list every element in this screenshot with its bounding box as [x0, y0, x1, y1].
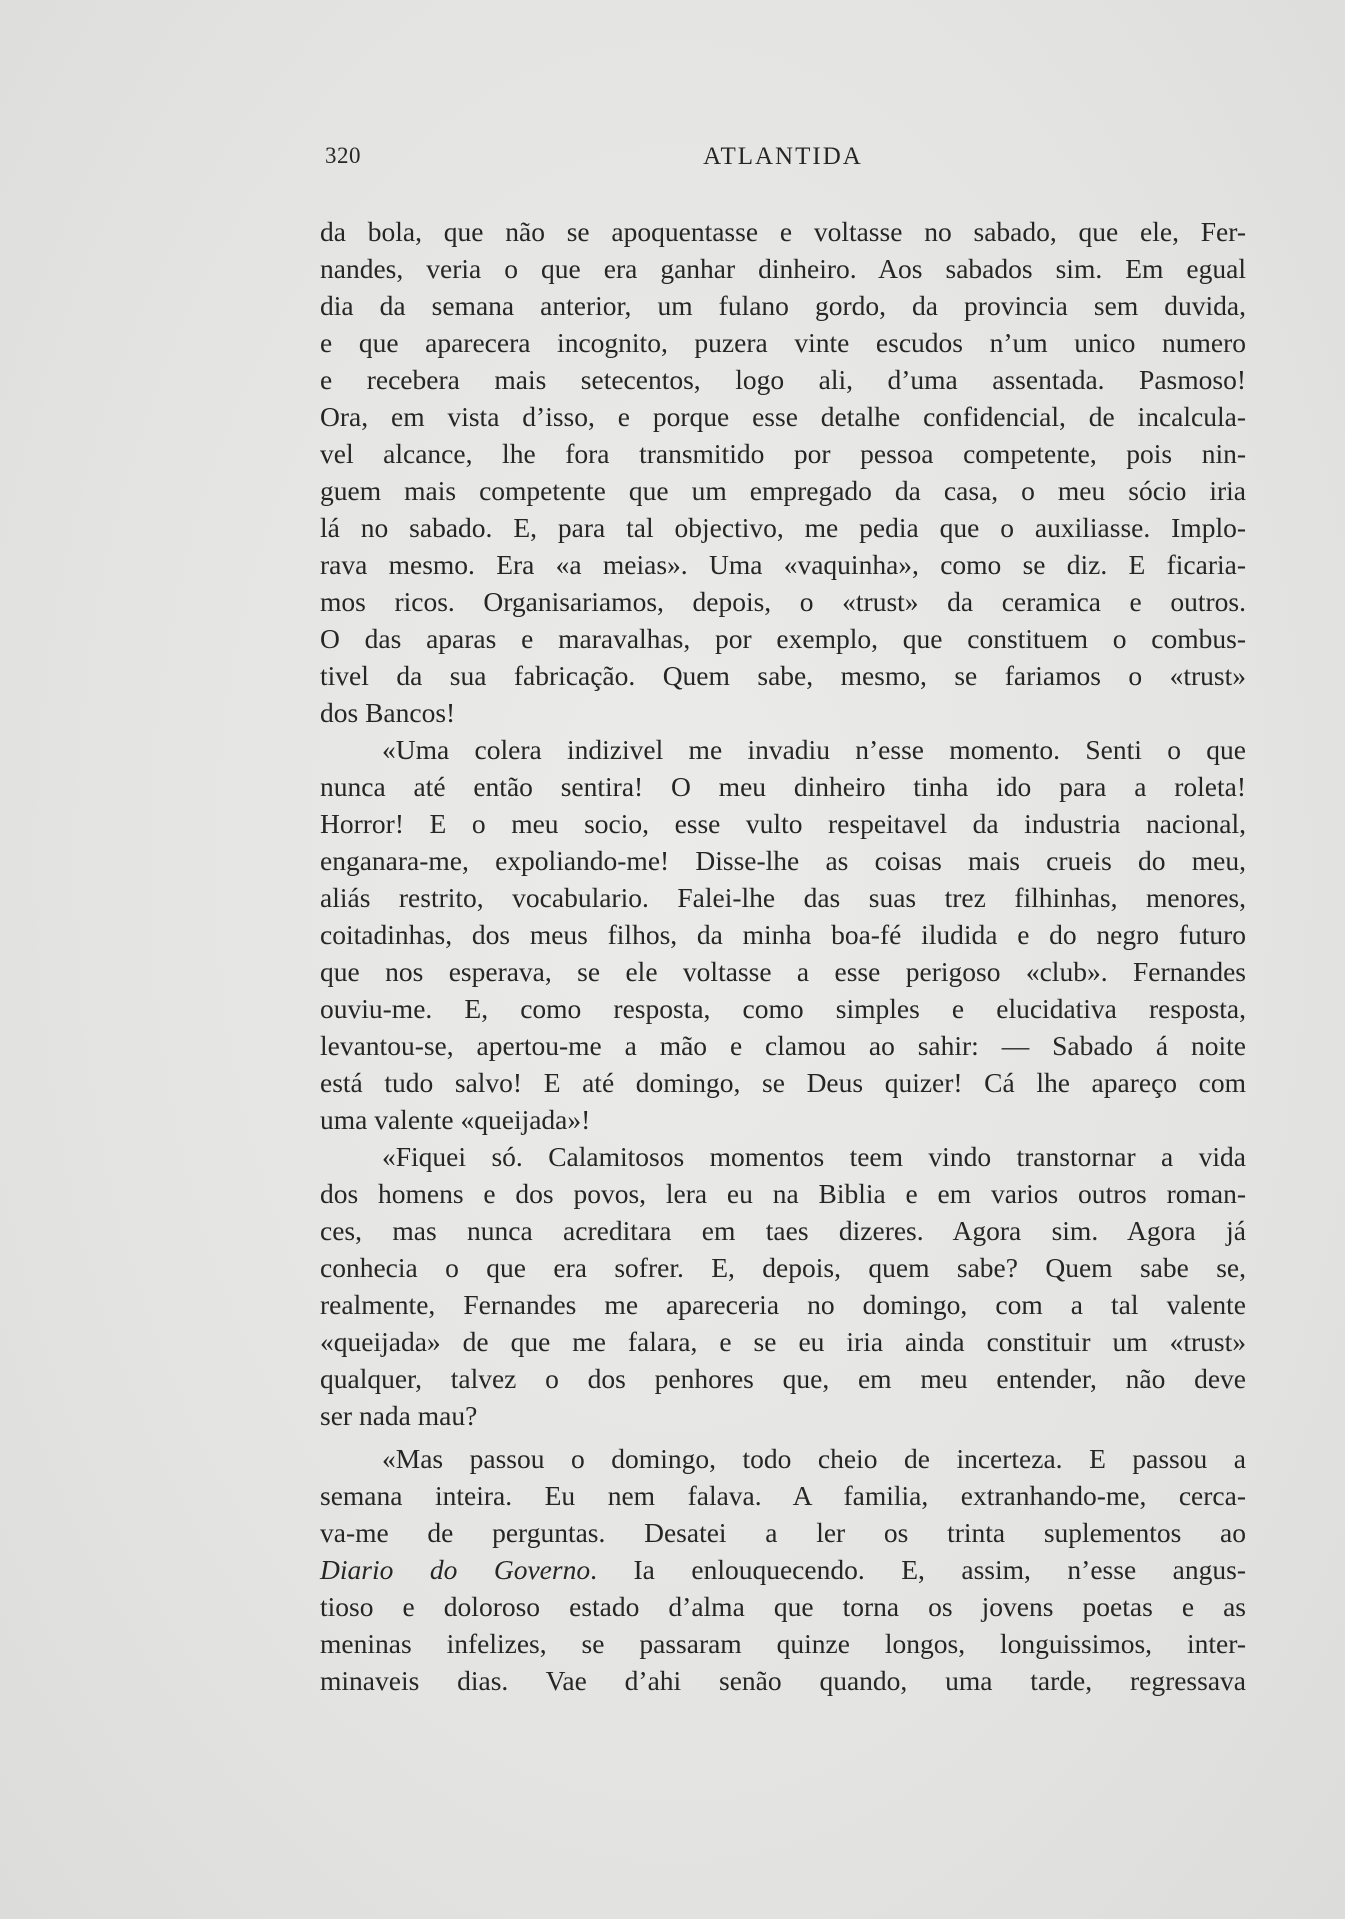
paragraph-start-line: «Fiquei só. Calamitosos momentos teem vindo transtornar a vida: [382, 1141, 1246, 1172]
text-line: que nos esperava, se ele voltasse a esse perigoso «club». Fernandes: [320, 956, 1246, 987]
text-line: guem mais competente que um empregado da casa, o meu sócio iria: [320, 475, 1246, 506]
paragraph-start-line: «Uma colera indizivel me invadiu n’esse momento. Senti o que: [382, 734, 1246, 765]
text-line: mos ricos. Organisariamos, depois, o «trust» da ceramica e outros.: [320, 586, 1246, 617]
text-line: da bola, que não se apoquentasse e voltasse no sabado, que ele, Fer-: [320, 216, 1246, 247]
text-line: [320, 1551, 1246, 1588]
text-line: uma valente «queijada»!: [320, 1104, 591, 1135]
text-line: Ora, em vista d’isso, e porque esse detalhe confidencial, de incalcula-: [320, 401, 1246, 432]
text-line: dos homens e dos povos, lera eu na Biblia e em varios outros roman-: [320, 1178, 1246, 1209]
text-line: ouviu-me. E, como resposta, como simples e elucidativa resposta,: [320, 993, 1246, 1024]
text-line: realmente, Fernandes me apareceria no domingo, com a tal valente: [320, 1289, 1246, 1320]
text-line: enganara-me, expoliando-me! Disse-lhe as coisas mais crueis do meu,: [320, 845, 1246, 876]
text-line: O das aparas e maravalhas, por exemplo, que constituem o combus-: [320, 623, 1246, 654]
text-line: ces, mas nunca acreditara em taes dizeres. Agora sim. Agora já: [320, 1215, 1246, 1246]
italic-title: Diario do Governo: [320, 1554, 591, 1585]
paragraph-start-line: «Mas passou o domingo, todo cheio de incerteza. E passou a: [382, 1443, 1246, 1474]
text-line: rava mesmo. Era «a meias». Uma «vaquinha», como se diz. E ficaria-: [320, 549, 1246, 580]
text-line: está tudo salvo! E até domingo, se Deus quizer! Cá lhe apareço com: [320, 1067, 1246, 1098]
text-line: «queijada» de que me falara, e se eu iria ainda constituir um «trust»: [320, 1326, 1246, 1357]
running-title: ATLANTIDA: [703, 143, 863, 170]
text-line: meninas infelizes, se passaram quinze longos, longuissimos, inter-: [320, 1628, 1246, 1659]
page-number: 320: [325, 143, 361, 168]
text-line: nandes, veria o que era ganhar dinheiro. Aos sabados sim. Em egual: [320, 253, 1246, 284]
line-remainder: . Ia enlouquecendo. E, assim, n’esse angus-: [590, 1554, 1246, 1585]
text-line: minaveis dias. Vae d’ahi senão quando, uma tarde, regressava: [320, 1665, 1246, 1696]
text-line: tioso e doloroso estado d’alma que torna os jovens poetas e as: [320, 1591, 1246, 1622]
text-line: tivel da sua fabricação. Quem sabe, mesmo, se fariamos o «trust»: [320, 660, 1246, 691]
text-line: dia da semana anterior, um fulano gordo, da provincia sem duvida,: [320, 290, 1246, 321]
text-line: qualquer, talvez o dos penhores que, em meu entender, não deve: [320, 1363, 1246, 1394]
text-line: Horror! E o meu socio, esse vulto respeitavel da industria nacional,: [320, 808, 1246, 839]
text-line: e recebera mais setecentos, logo ali, d’uma assentada. Pasmoso!: [320, 364, 1246, 395]
text-line: semana inteira. Eu nem falava. A familia, extranhando-me, cerca-: [320, 1480, 1246, 1511]
text-line: vel alcance, lhe fora transmitido por pessoa competente, pois nin-: [320, 438, 1246, 469]
page-header: [320, 143, 1246, 183]
text-line: levantou-se, apertou-me a mão e clamou ao sahir: — Sabado á noite: [320, 1030, 1246, 1061]
text-line: dos Bancos!: [320, 697, 456, 728]
text-line: va-me de perguntas. Desatei a ler os trinta suplementos ao: [320, 1517, 1246, 1548]
text-line: e que aparecera incognito, puzera vinte escudos n’um unico numero: [320, 327, 1246, 358]
text-line: coitadinhas, dos meus filhos, da minha boa-fé iludida e do negro futuro: [320, 919, 1246, 950]
text-line: lá no sabado. E, para tal objectivo, me pedia que o auxiliasse. Implo-: [320, 512, 1246, 543]
text-line: nunca até então sentira! O meu dinheiro tinha ido para a roleta!: [320, 771, 1246, 802]
text-line: conhecia o que era sofrer. E, depois, quem sabe? Quem sabe se,: [320, 1252, 1246, 1283]
text-line: aliás restrito, vocabulario. Falei-lhe das suas trez filhinhas, menores,: [320, 882, 1246, 913]
text-line: ser nada mau?: [320, 1400, 478, 1431]
body-text: [320, 213, 1246, 1699]
